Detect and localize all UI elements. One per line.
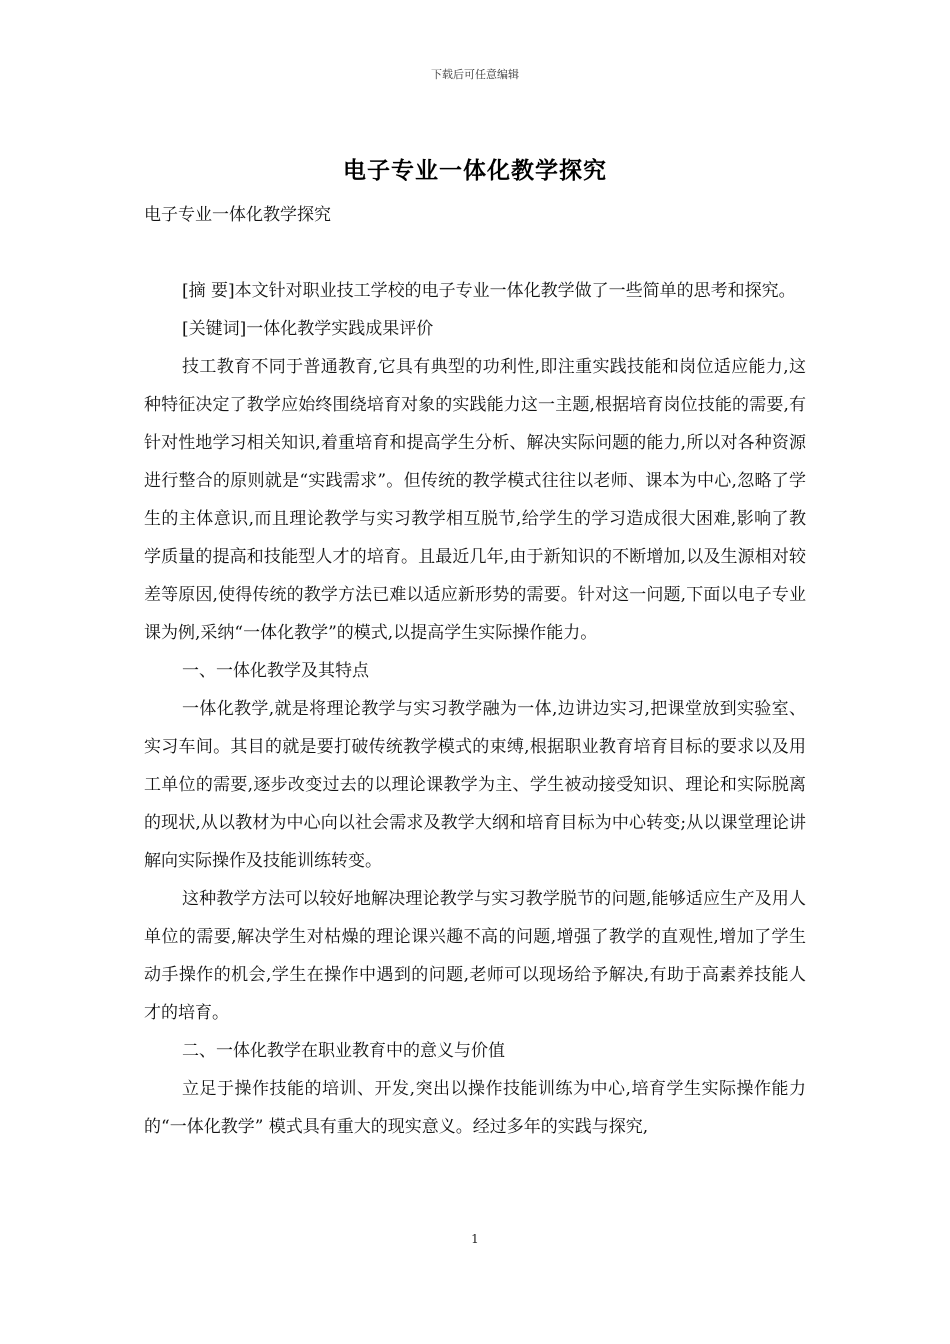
body-paragraph: 一体化教学,就是将理论教学与实习教学融为一体,边讲边实习,把课堂放到实验室、实习车间。其目的就是要打破传统教学模式的束缚,根据职业教育培育目标的要求以及用工单位的需要,逐步改变过去的以理论课教学为主、学生被动接受知识、理论和实际脱离的现状,从以教材为中心向以社会需求及教学大纲和培育目标为中心转变;从以课堂理论讲解向实际操作及技能训练转变。 bbox=[144, 699, 806, 871]
document-title: 电子专业一体化教学探究 bbox=[343, 157, 607, 184]
document-subtitle: 电子专业一体化教学探究 bbox=[144, 205, 331, 225]
keywords-paragraph: [关键词]一体化教学实践成果评价 bbox=[182, 319, 434, 339]
page-number: 1 bbox=[471, 1232, 479, 1246]
document-body bbox=[144, 196, 806, 1146]
abstract-paragraph: [摘 要]本文针对职业技工学校的电子专业一体化教学做了一些简单的思考和探究。 bbox=[182, 281, 796, 301]
section-heading-1: 一、一体化教学及其特点 bbox=[182, 661, 369, 681]
body-paragraph: 这种教学方法可以较好地解决理论教学与实习教学脱节的问题,能够适应生产及用人单位的需要,解决学生对枯燥的理论课兴趣不高的问题,增强了教学的直观性,增加了学生动手操作的机会,学生在操作中遇到的问题,老师可以现场给予解决,有助于高素养技能人才的培育。 bbox=[144, 889, 806, 1023]
header-note: 下载后可任意编辑 bbox=[431, 68, 519, 81]
intro-paragraph: 技工教育不同于普通教育,它具有典型的功利性,即注重实践技能和岗位适应能力,这种特征决定了教学应始终围绕培育对象的实践能力这一主题,根据培育岗位技能的需要,有针对性地学习相关知识,着重培育和提高学生分析、解决实际问题的能力,所以对各种资源进行整合的原则就是“实践需求”。但传统的教学模式往往以老师、课本为中心,忽略了学生的主体意识,而且理论教学与实习教学相互脱节,给学生的学习造成很大困难,影响了教学质量的提高和技能型人才的培育。且最近几年,由于新知识的不断增加,以及生源相对较差等原因,使得传统的教学方法已难以适应新形势的需要。针对这一问题,下面以电子专业课为例,采纳“一体化教学”的模式,以提高学生实际操作能力。 bbox=[144, 357, 806, 643]
section-heading-2: 二、一体化教学在职业教育中的意义与价值 bbox=[182, 1041, 505, 1061]
body-paragraph: 立足于操作技能的培训、开发,突出以操作技能训练为中心,培育学生实际操作能力的“一体化教学” 模式具有重大的现实意义。经过多年的实践与探究, bbox=[144, 1079, 806, 1137]
